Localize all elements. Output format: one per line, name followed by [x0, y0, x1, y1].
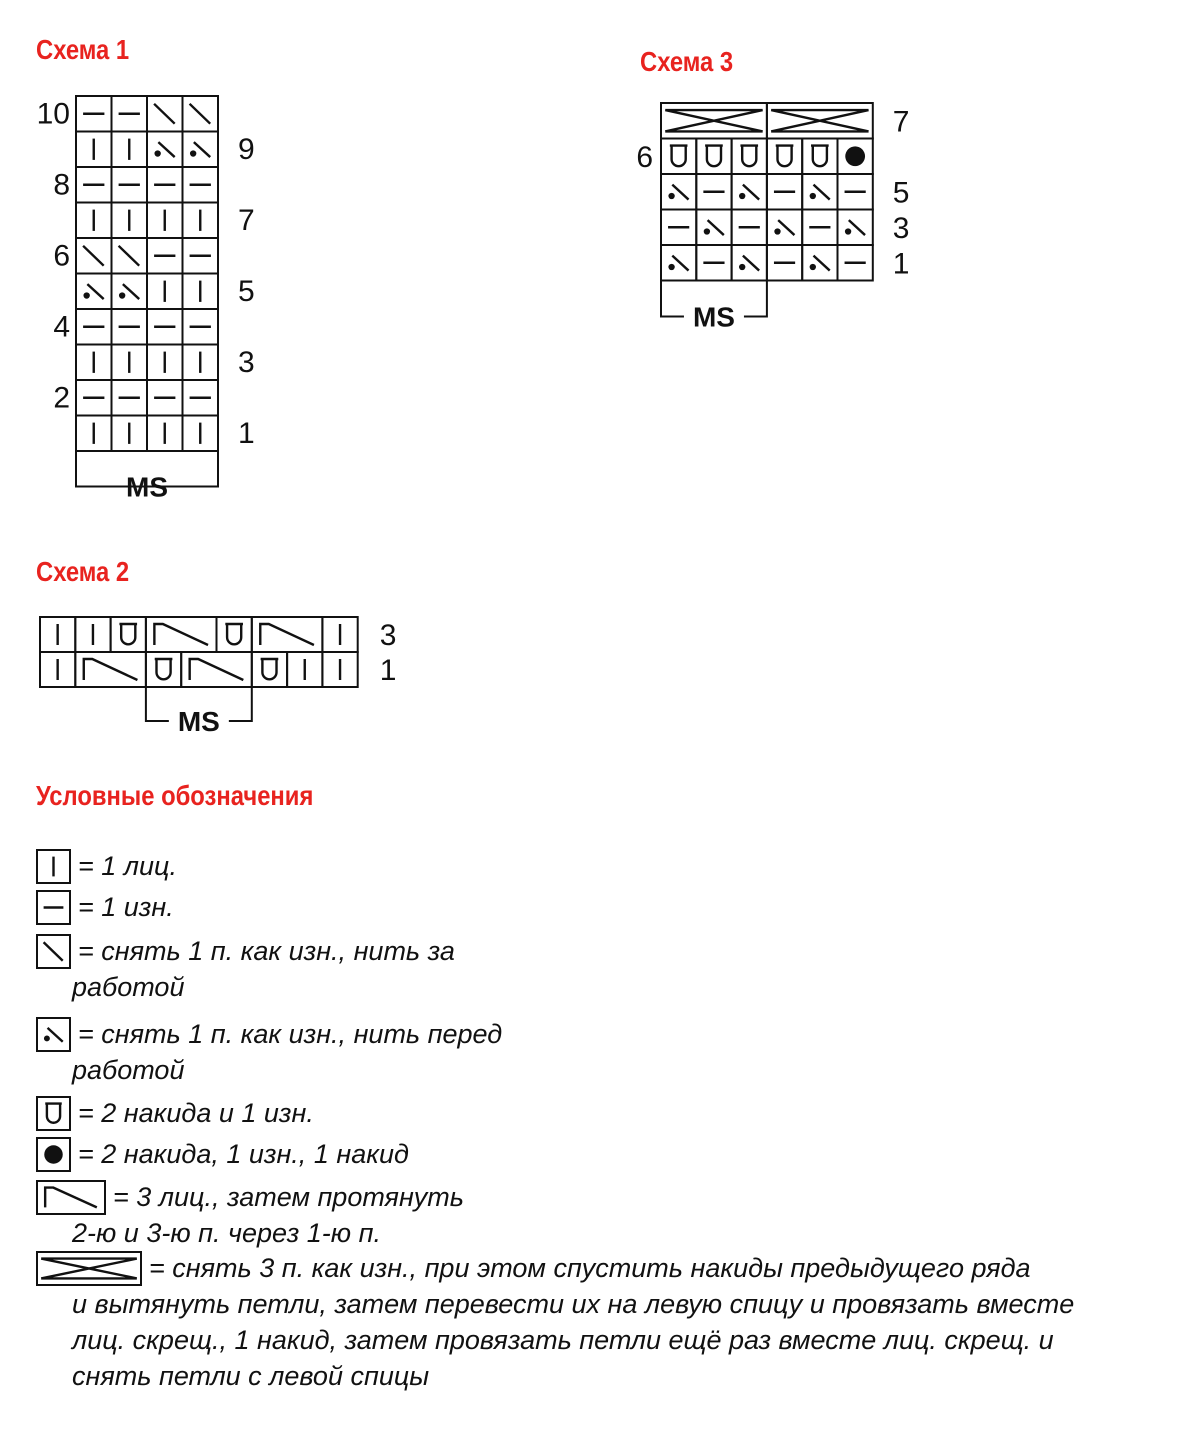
scheme3-ms-label: MS — [692, 301, 735, 333]
legend-title: Условные обозначения — [36, 780, 314, 811]
scheme3-symbol-sf-dot — [774, 228, 780, 234]
scheme2-cell — [75, 652, 146, 687]
scheme1-row-number: 8 — [53, 168, 70, 202]
legend-pass-symbol — [45, 1188, 97, 1208]
scheme1-symbol-sf — [194, 142, 210, 157]
scheme3-symbol-sf — [743, 256, 759, 271]
legend-sb-symbol — [44, 942, 63, 960]
scheme2-cell — [146, 617, 217, 652]
scheme1-ms-label: MS — [126, 471, 168, 503]
scheme2-symbol-u — [155, 659, 173, 679]
scheme3-symbol-sf-dot — [739, 193, 745, 199]
scheme2-symbol-u — [261, 659, 279, 679]
scheme1-row-number: 10 — [36, 97, 70, 131]
scheme2-symbol-pass — [190, 659, 244, 680]
scheme3-symbol-sf — [708, 220, 724, 235]
scheme3-symbol-u — [705, 146, 723, 167]
scheme3-row-number: 7 — [892, 105, 910, 139]
legend-item-dot-text: = 2 накида, 1 изн., 1 накид — [78, 1139, 409, 1169]
scheme1-row-number: 7 — [238, 204, 255, 238]
scheme3-symbol-sf — [849, 220, 865, 235]
scheme3-symbol-sf — [672, 256, 688, 271]
legend-item-cross-text: лиц. скрещ., 1 накид, затем провязать петли ещё раз вместе лиц. скрещ. и — [72, 1325, 1054, 1355]
scheme3-cell — [696, 139, 731, 175]
scheme3-symbol-sf-dot — [845, 228, 851, 234]
scheme1-symbol-sb — [190, 104, 211, 124]
scheme3-symbol-sf — [672, 185, 688, 200]
scheme1-row-number: 2 — [53, 381, 70, 415]
scheme1-row-number: 5 — [238, 275, 255, 309]
scheme1-row-number: 4 — [53, 310, 70, 344]
legend-item-cross-text: = снять 3 п. как изн., при этом спустить накиды предыдущего ряда — [149, 1253, 1031, 1283]
scheme2-symbol-u — [119, 624, 137, 644]
scheme3-symbol-sf-dot — [668, 264, 674, 270]
scheme1-title: Схема 1 — [36, 34, 130, 65]
scheme3-symbol-sf — [813, 185, 829, 200]
legend-item-cross-text: и вытянуть петли, затем перевести их на левую спицу и провязать вместе — [72, 1289, 1075, 1319]
scheme3-symbol-sf-dot — [704, 228, 710, 234]
scheme3-symbol-sf — [743, 185, 759, 200]
scheme3-row-number: 1 — [892, 247, 910, 281]
scheme2-cell — [252, 652, 287, 687]
legend-cross-symbol — [41, 1259, 137, 1279]
scheme1-symbol-sf-dot — [119, 292, 125, 298]
scheme3-row-number: 6 — [636, 140, 653, 174]
scheme2-row-number: 1 — [379, 654, 397, 687]
scheme3-cell — [661, 139, 696, 175]
scheme1-symbol-sb — [154, 104, 175, 124]
scheme2-row-number: 3 — [379, 619, 397, 652]
scheme1-row-number: 6 — [53, 239, 70, 273]
scheme3-title: Схема 3 — [640, 46, 734, 77]
scheme1-symbol-sf — [123, 284, 139, 299]
scheme1-row-number: 3 — [238, 346, 255, 380]
scheme3-symbol-cross — [665, 110, 762, 131]
scheme2-ms-label: MS — [177, 706, 220, 737]
legend-item-p-text: = 1 изн. — [78, 892, 174, 922]
legend-sf-symbol-dot — [44, 1035, 50, 1041]
scheme3-symbol-cross — [771, 110, 868, 131]
scheme3-symbol-sf — [778, 220, 794, 235]
scheme1-row-number: 9 — [238, 133, 255, 167]
scheme3-symbol-sf-dot — [810, 193, 816, 199]
scheme1-symbol-sf-dot — [154, 150, 160, 156]
scheme2-symbol-pass — [260, 624, 314, 645]
scheme1-symbol-sb — [119, 246, 140, 266]
legend-item-sb-text: = снять 1 п. как изн., нить за — [78, 936, 455, 966]
scheme3-symbol-sf-dot — [668, 193, 674, 199]
scheme3-symbol-sf-dot — [810, 264, 816, 270]
scheme3-symbol-u — [811, 146, 829, 167]
legend-item-sf-text: = снять 1 п. как изн., нить перед — [78, 1019, 503, 1049]
scheme3-cell — [802, 139, 837, 175]
legend-item-k-text: = 1 лиц. — [78, 851, 177, 881]
scheme2-cell — [146, 652, 181, 687]
scheme2-cell — [111, 617, 146, 652]
scheme2-cell — [181, 652, 252, 687]
scheme2-cell — [217, 617, 252, 652]
scheme3-cell — [732, 139, 767, 175]
scheme3-cell — [767, 139, 802, 175]
legend-item-pass-text: = 3 лиц., затем протянуть — [113, 1182, 464, 1212]
scheme1-symbol-sf-dot — [83, 292, 89, 298]
legend-item-u-text: = 2 накида и 1 изн. — [78, 1098, 314, 1128]
scheme2-symbol-pass — [154, 624, 208, 645]
legend-item-pass-text: 2-ю и 3-ю п. через 1-ю п. — [72, 1218, 381, 1248]
legend-sf-symbol — [48, 1028, 63, 1042]
scheme2-cell — [252, 617, 323, 652]
scheme3-symbol-u — [740, 146, 758, 167]
legend-symbol-box — [37, 1097, 70, 1130]
scheme3-symbol-sf — [813, 256, 829, 271]
legend-dot-symbol — [44, 1145, 62, 1163]
scheme1-row-number: 1 — [238, 417, 255, 451]
legend-item-sf-text: работой — [72, 1055, 185, 1085]
scheme3-row-number: 5 — [892, 176, 910, 210]
scheme1-symbol-sf-dot — [190, 150, 196, 156]
legend-symbol-box — [37, 1181, 105, 1214]
scheme3-row-number: 3 — [892, 211, 910, 245]
scheme3-symbol-sf-dot — [739, 264, 745, 270]
scheme1-symbol-sf — [87, 284, 103, 299]
scheme1-symbol-sf — [158, 142, 174, 157]
legend-item-cross-text: снять петли с левой спицы — [72, 1361, 430, 1391]
scheme3-symbol-u — [776, 146, 794, 167]
scheme2-title: Схема 2 — [36, 556, 130, 587]
scheme1-symbol-sb — [83, 246, 104, 266]
scheme2-symbol-u — [225, 624, 243, 644]
legend-item-sb-text: работой — [72, 972, 185, 1002]
scheme2-symbol-pass — [84, 659, 138, 680]
legend-u-symbol — [45, 1104, 62, 1123]
scheme3-symbol-dot — [845, 146, 865, 166]
scheme3-symbol-u — [670, 146, 688, 167]
